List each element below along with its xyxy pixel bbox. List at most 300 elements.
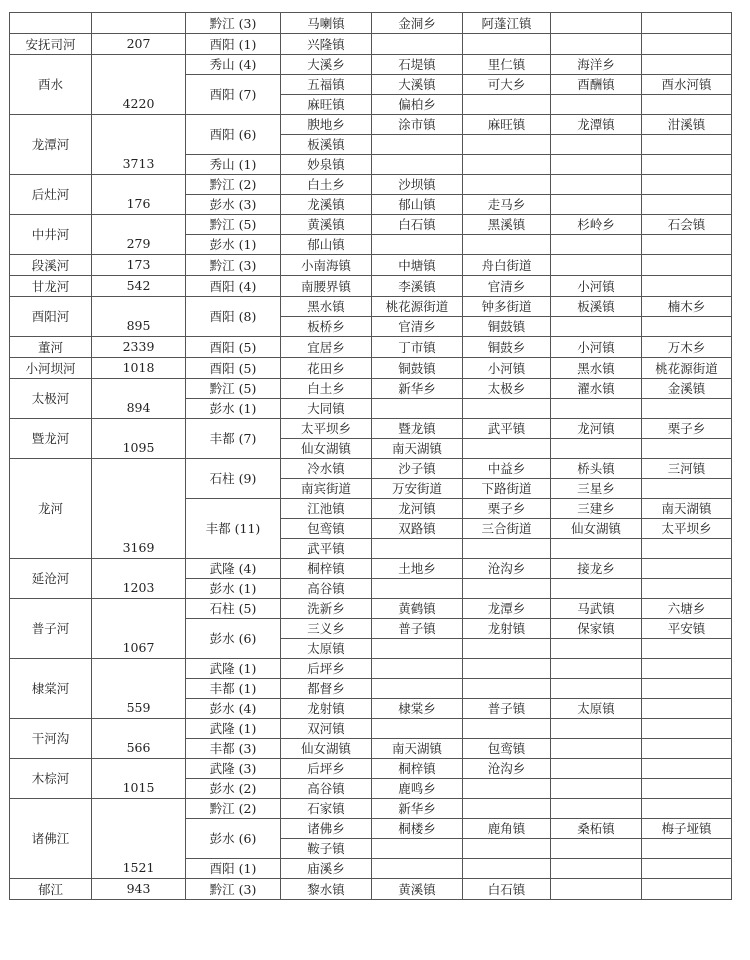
township-cell: 普子镇 [372,619,463,639]
township-cell: 桐楼乡 [372,819,463,839]
township-cell: 棣棠乡 [372,699,463,719]
township-cell [551,879,642,900]
basin-area-cell: 1203 [92,559,186,599]
township-cell: 黑水镇 [551,358,642,379]
township-cell: 万安街道 [372,479,463,499]
township-cell: 鹿角镇 [463,819,551,839]
township-cell [642,13,732,34]
township-cell [642,95,732,115]
county-cell: 彭水 (6) [186,619,281,659]
township-cell: 桐梓镇 [281,559,372,579]
table-row [10,459,732,479]
basin-area-cell: 4220 [92,55,186,115]
township-cell: 走马乡 [463,195,551,215]
township-cell: 冷水镇 [281,459,372,479]
table-row [10,337,732,358]
township-cell: 腴地乡 [281,115,372,135]
township-cell: 暨龙镇 [372,419,463,439]
township-cell: 板桥乡 [281,317,372,337]
township-cell: 万木乡 [642,337,732,358]
table-row [10,559,732,579]
township-cell: 石堤镇 [372,55,463,75]
township-cell: 偏柏乡 [372,95,463,115]
township-cell [463,679,551,699]
township-cell: 南天湖镇 [642,499,732,519]
township-cell [642,479,732,499]
river-township-table [9,12,732,900]
township-cell: 麻旺镇 [281,95,372,115]
township-cell [642,759,732,779]
township-cell [642,719,732,739]
river-name-cell [10,13,92,34]
township-cell [642,779,732,799]
township-cell [551,799,642,819]
table-row [10,379,732,399]
county-cell: 秀山 (1) [186,155,281,175]
township-cell [551,235,642,255]
township-cell: 南腰界镇 [281,276,372,297]
basin-area-cell: 943 [92,879,186,900]
township-cell: 宜居乡 [281,337,372,358]
river-name-cell: 木棕河 [10,759,92,799]
river-name-cell: 诸佛江 [10,799,92,879]
table-row [10,659,732,679]
township-cell [463,639,551,659]
township-cell [463,799,551,819]
county-cell: 黔江 (3) [186,255,281,276]
table-row [10,419,732,439]
township-cell: 栗子乡 [642,419,732,439]
township-cell: 沙子镇 [372,459,463,479]
river-name-cell: 小河坝河 [10,358,92,379]
township-cell: 丁市镇 [372,337,463,358]
township-cell: 舟白街道 [463,255,551,276]
township-cell [642,276,732,297]
township-cell: 仙女湖镇 [551,519,642,539]
township-cell: 高谷镇 [281,779,372,799]
township-cell: 板溪镇 [281,135,372,155]
township-cell: 三建乡 [551,499,642,519]
township-cell [642,579,732,599]
township-cell: 栗子乡 [463,499,551,519]
basin-area-cell [92,13,186,34]
township-cell: 龙射镇 [281,699,372,719]
township-cell [642,135,732,155]
township-cell: 铜鼓镇 [463,317,551,337]
river-name-cell: 后灶河 [10,175,92,215]
township-cell [551,539,642,559]
township-cell: 洗新乡 [281,599,372,619]
township-cell: 南天湖镇 [372,739,463,759]
county-cell: 石柱 (5) [186,599,281,619]
township-cell: 官清乡 [372,317,463,337]
basin-area-cell: 3169 [92,459,186,559]
township-cell: 马武镇 [551,599,642,619]
township-cell: 仙女湖镇 [281,439,372,459]
township-cell [372,155,463,175]
river-name-cell: 郁江 [10,879,92,900]
township-cell: 杉岭乡 [551,215,642,235]
township-cell [642,175,732,195]
county-cell: 武隆 (4) [186,559,281,579]
township-cell: 白土乡 [281,175,372,195]
township-cell: 龙河镇 [372,499,463,519]
township-cell: 龙河镇 [551,419,642,439]
township-cell [463,839,551,859]
township-cell: 阿蓬江镇 [463,13,551,34]
township-cell [463,135,551,155]
township-cell [642,255,732,276]
township-cell: 钟多街道 [463,297,551,317]
township-cell [642,317,732,337]
river-name-cell: 龙河 [10,459,92,559]
township-cell: 桑柘镇 [551,819,642,839]
basin-area-cell: 1095 [92,419,186,459]
township-cell [642,839,732,859]
township-cell [372,235,463,255]
township-cell: 双河镇 [281,719,372,739]
river-name-cell: 酉阳河 [10,297,92,337]
township-cell: 郁山镇 [281,235,372,255]
township-cell: 小南海镇 [281,255,372,276]
basin-area-cell: 895 [92,297,186,337]
basin-area-cell: 1067 [92,599,186,659]
township-cell [372,859,463,879]
township-cell: 黑水镇 [281,297,372,317]
township-cell: 花田乡 [281,358,372,379]
township-cell [642,679,732,699]
township-cell: 三河镇 [642,459,732,479]
township-cell: 大溪镇 [372,75,463,95]
county-cell: 武隆 (3) [186,759,281,779]
township-cell: 黄溪镇 [281,215,372,235]
township-cell: 仙女湖镇 [281,739,372,759]
township-cell: 诸佛乡 [281,819,372,839]
township-cell [642,739,732,759]
township-cell [551,399,642,419]
township-cell [372,679,463,699]
township-cell [551,135,642,155]
township-cell: 麻旺镇 [463,115,551,135]
township-cell [463,235,551,255]
township-cell: 马喇镇 [281,13,372,34]
township-cell [551,719,642,739]
township-cell: 石会镇 [642,215,732,235]
township-cell: 里仁镇 [463,55,551,75]
township-cell [372,34,463,55]
township-cell: 后坪乡 [281,659,372,679]
township-cell: 中塘镇 [372,255,463,276]
table-row [10,799,732,819]
township-cell [372,399,463,419]
township-cell: 龙潭乡 [463,599,551,619]
county-cell: 秀山 (4) [186,55,281,75]
basin-area-cell: 207 [92,34,186,55]
county-cell: 丰都 (11) [186,499,281,559]
township-cell [551,13,642,34]
township-cell [642,439,732,459]
basin-area-cell: 3713 [92,115,186,175]
township-cell: 桐梓镇 [372,759,463,779]
township-cell [642,799,732,819]
county-cell: 彭水 (1) [186,235,281,255]
basin-area-cell: 1015 [92,759,186,799]
township-cell [642,399,732,419]
township-cell: 三星乡 [551,479,642,499]
township-cell: 妙泉镇 [281,155,372,175]
township-cell: 濯水镇 [551,379,642,399]
township-cell: 黑溪镇 [463,215,551,235]
township-cell [642,639,732,659]
township-cell: 太原镇 [281,639,372,659]
township-cell: 龙潭镇 [551,115,642,135]
township-cell: 武平镇 [281,539,372,559]
county-cell: 黔江 (5) [186,379,281,399]
basin-area-cell: 1018 [92,358,186,379]
county-cell: 彭水 (3) [186,195,281,215]
township-cell [463,399,551,419]
county-cell: 武隆 (1) [186,659,281,679]
township-cell [551,759,642,779]
township-cell: 铜鼓镇 [372,358,463,379]
township-cell: 太平坝乡 [642,519,732,539]
table-row [10,255,732,276]
township-cell: 包鸾镇 [463,739,551,759]
county-cell: 黔江 (3) [186,879,281,900]
township-cell: 沙坝镇 [372,175,463,195]
township-cell [642,699,732,719]
river-name-cell: 普子河 [10,599,92,659]
table-row [10,175,732,195]
river-name-cell: 延沧河 [10,559,92,599]
table-row [10,358,732,379]
township-cell: 泔溪镇 [642,115,732,135]
township-cell [642,879,732,900]
county-cell: 彭水 (2) [186,779,281,799]
county-cell: 彭水 (1) [186,399,281,419]
township-cell: 中益乡 [463,459,551,479]
township-cell [463,439,551,459]
township-cell: 桃花源街道 [642,358,732,379]
township-cell [463,155,551,175]
township-cell: 江池镇 [281,499,372,519]
township-cell: 都督乡 [281,679,372,699]
table-row [10,215,732,235]
township-cell [642,559,732,579]
township-cell: 鹿鸣乡 [372,779,463,799]
township-cell: 沧沟乡 [463,759,551,779]
township-cell [551,34,642,55]
township-cell: 可大乡 [463,75,551,95]
township-cell: 大溪乡 [281,55,372,75]
basin-area-cell: 173 [92,255,186,276]
river-name-cell: 董河 [10,337,92,358]
township-cell [372,639,463,659]
township-cell [551,95,642,115]
township-cell: 接龙乡 [551,559,642,579]
township-cell [463,859,551,879]
township-cell: 金洞乡 [372,13,463,34]
township-cell: 小河镇 [551,276,642,297]
county-cell: 黔江 (3) [186,13,281,34]
township-cell: 南宾街道 [281,479,372,499]
township-cell [642,55,732,75]
river-name-cell: 段溪河 [10,255,92,276]
township-cell: 后坪乡 [281,759,372,779]
township-cell [642,659,732,679]
township-cell [551,779,642,799]
county-cell: 黔江 (2) [186,175,281,195]
township-cell [463,539,551,559]
township-cell [372,135,463,155]
township-cell: 兴隆镇 [281,34,372,55]
township-cell [642,155,732,175]
basin-area-cell: 566 [92,719,186,759]
township-cell: 黄溪镇 [372,879,463,900]
table-row [10,879,732,900]
river-name-cell: 中井河 [10,215,92,255]
township-cell: 南天湖镇 [372,439,463,459]
township-cell [463,34,551,55]
county-cell: 酉阳 (4) [186,276,281,297]
township-cell: 庙溪乡 [281,859,372,879]
township-cell [551,839,642,859]
county-cell: 彭水 (6) [186,819,281,859]
township-cell: 官清乡 [463,276,551,297]
township-cell [551,175,642,195]
river-name-cell: 干河沟 [10,719,92,759]
township-cell: 楠木乡 [642,297,732,317]
township-cell [551,739,642,759]
table-row [10,115,732,135]
township-cell: 海洋乡 [551,55,642,75]
township-cell: 三义乡 [281,619,372,639]
township-cell: 龙射镇 [463,619,551,639]
township-cell: 涂市镇 [372,115,463,135]
table-row [10,276,732,297]
township-cell: 保家镇 [551,619,642,639]
township-cell: 酉酬镇 [551,75,642,95]
township-cell [372,579,463,599]
township-cell: 黄鹤镇 [372,599,463,619]
township-cell [463,175,551,195]
river-name-cell: 酉水 [10,55,92,115]
township-cell: 石家镇 [281,799,372,819]
river-name-cell: 棣棠河 [10,659,92,719]
township-cell [642,235,732,255]
township-cell: 板溪镇 [551,297,642,317]
township-cell [372,659,463,679]
basin-area-cell: 1521 [92,799,186,879]
township-cell: 武平镇 [463,419,551,439]
county-cell: 酉阳 (6) [186,115,281,155]
township-cell [551,579,642,599]
county-cell: 武隆 (1) [186,719,281,739]
township-cell: 太平坝乡 [281,419,372,439]
county-cell: 酉阳 (1) [186,34,281,55]
township-cell [642,34,732,55]
county-cell: 彭水 (1) [186,579,281,599]
township-cell [463,579,551,599]
township-cell: 梅子垭镇 [642,819,732,839]
township-cell: 白石镇 [372,215,463,235]
basin-area-cell: 542 [92,276,186,297]
county-cell: 丰都 (7) [186,419,281,459]
basin-area-cell: 176 [92,175,186,215]
township-cell [372,839,463,859]
river-name-cell: 暨龙河 [10,419,92,459]
township-cell [463,719,551,739]
township-cell: 金溪镇 [642,379,732,399]
township-cell [463,95,551,115]
township-cell [551,317,642,337]
river-name-cell: 安抚司河 [10,34,92,55]
township-cell: 沧沟乡 [463,559,551,579]
county-cell: 酉阳 (1) [186,859,281,879]
township-cell: 郁山镇 [372,195,463,215]
county-cell: 酉阳 (5) [186,358,281,379]
township-cell: 桥头镇 [551,459,642,479]
township-cell: 平安镇 [642,619,732,639]
county-cell: 丰都 (1) [186,679,281,699]
basin-area-cell: 279 [92,215,186,255]
table-row [10,13,732,34]
township-cell [551,859,642,879]
township-cell [642,195,732,215]
township-cell [372,719,463,739]
township-cell: 黎水镇 [281,879,372,900]
township-cell: 铜鼓乡 [463,337,551,358]
basin-area-cell: 2339 [92,337,186,358]
township-cell: 下路街道 [463,479,551,499]
county-cell: 彭水 (4) [186,699,281,719]
county-cell: 石柱 (9) [186,459,281,499]
table-row [10,719,732,739]
township-cell: 三合街道 [463,519,551,539]
township-cell [551,195,642,215]
township-cell: 新华乡 [372,379,463,399]
township-cell: 普子镇 [463,699,551,719]
township-cell: 六塘乡 [642,599,732,619]
river-name-cell: 太极河 [10,379,92,419]
county-cell: 丰都 (3) [186,739,281,759]
township-cell: 大同镇 [281,399,372,419]
township-cell: 鞍子镇 [281,839,372,859]
river-name-cell: 甘龙河 [10,276,92,297]
township-cell: 五福镇 [281,75,372,95]
basin-area-cell: 894 [92,379,186,419]
county-cell: 酉阳 (8) [186,297,281,337]
table-row [10,55,732,75]
table-row [10,759,732,779]
township-cell [642,859,732,879]
township-cell [551,155,642,175]
township-cell: 小河镇 [463,358,551,379]
township-cell [551,255,642,276]
township-cell [463,659,551,679]
township-cell: 小河镇 [551,337,642,358]
river-name-cell: 龙潭河 [10,115,92,175]
township-cell [551,639,642,659]
township-cell: 土地乡 [372,559,463,579]
county-cell: 黔江 (2) [186,799,281,819]
township-cell [551,679,642,699]
table-row [10,599,732,619]
township-cell: 白土乡 [281,379,372,399]
township-cell: 包鸾镇 [281,519,372,539]
township-cell: 双路镇 [372,519,463,539]
table-body [10,13,732,900]
